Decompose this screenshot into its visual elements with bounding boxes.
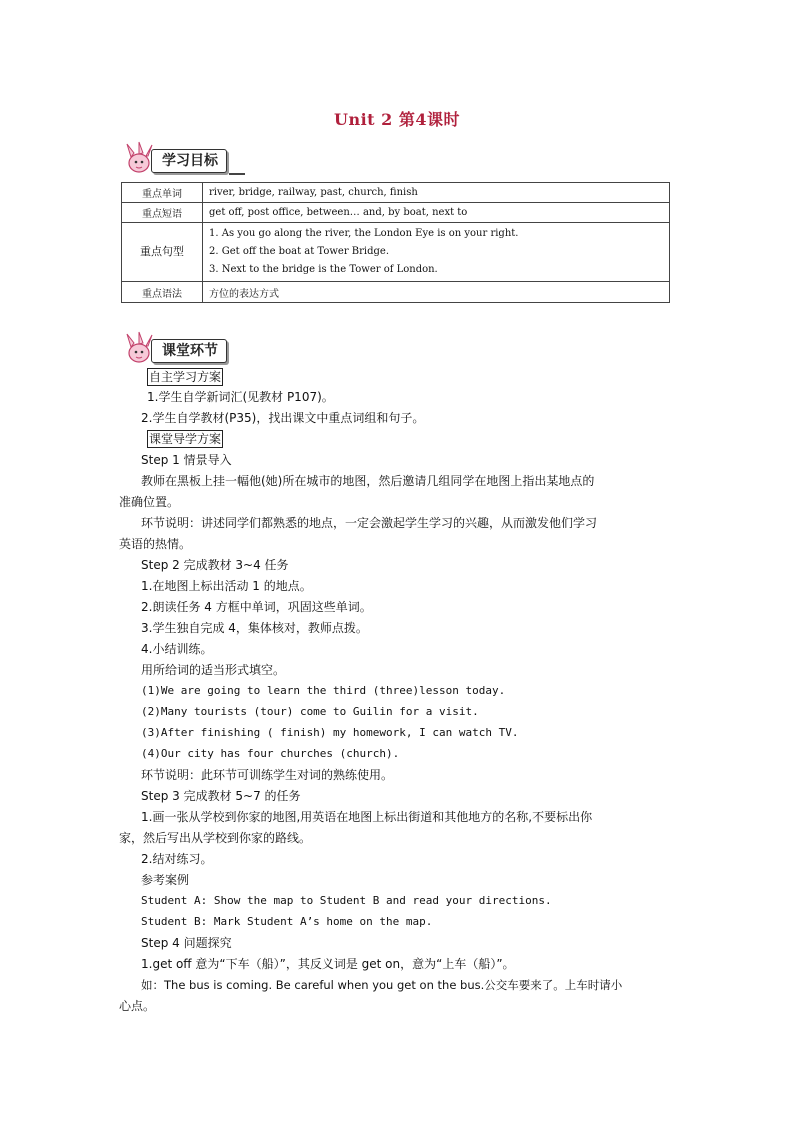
paragraph-line: 教师在黑板上挂一幅他(她)所在城市的地图，然后邀请几组同学在地图上指出某地点的 [141, 474, 595, 488]
paragraph-line: 环节说明：讲述同学们都熟悉的地点，一定会激起学生学习的兴趣，从而激发他们学习 [141, 516, 598, 530]
paragraph-line: 用所给词的适当形式填空。 [141, 663, 286, 677]
sentence-line: 3. Next to the bridge is the Tower of London. [209, 264, 438, 275]
self-study-item: 1.学生自学新词汇(见教材 P107)。 [147, 390, 334, 404]
goal-key: 重点单词 [122, 183, 203, 203]
page-title: Unit 2 第4课时 [334, 110, 460, 129]
goal-value: get off, post office, between… and, by boat, next to [203, 203, 670, 223]
table-row [122, 203, 670, 223]
badge-underline [229, 173, 245, 175]
list-item: 3.学生独自完成 4，集体核对，教师点拨。 [141, 621, 368, 635]
paragraph-line: 参考案例 [141, 873, 190, 887]
paragraph-line: 准确位置。 [119, 495, 180, 509]
list-item: 1.在地图上标出活动 1 的地点。 [141, 579, 312, 593]
exercise-item: (3)After finishing ( finish) my homework, I can watch TV. [141, 726, 519, 739]
exercise-item: (4)Our city has four churches (church). [141, 747, 400, 760]
goal-key: 重点句型 [122, 223, 203, 282]
goal-key: 重点语法 [122, 282, 203, 303]
class-session-badge [121, 335, 241, 365]
sentence-line: 2. Get off the boat at Tower Bridge. [209, 246, 389, 257]
self-study-item: 2.学生自学教材(P35)，找出课文中重点词组和句子。 [141, 411, 425, 425]
step-heading: Step 1 情景导入 [141, 453, 232, 467]
dialogue-line: Student A: Show the map to Student B and read your directions. [141, 894, 552, 907]
list-item: 4.小结训练。 [141, 642, 213, 656]
paragraph-line: 如：The bus is coming. Be careful when you get on the bus.公交车要来了。上车时请小 [141, 978, 623, 992]
self-study-heading: 自主学习方案 [149, 370, 222, 384]
step-heading: Step 2 完成教材 3~4 任务 [141, 558, 289, 572]
class-session-label: 课堂环节 [151, 339, 227, 363]
sentence-line: 1. As you go along the river, the London Eye is on your right. [209, 228, 519, 239]
table-row [122, 282, 670, 303]
table-row [122, 183, 670, 203]
exercise-item: (1)We are going to learn the third (three)lesson today. [141, 684, 506, 697]
paragraph-line: 家，然后写出从学校到你家的路线。 [119, 831, 312, 845]
step-heading: Step 4 问题探究 [141, 936, 232, 950]
goal-value: river, bridge, railway, past, church, finish [203, 183, 670, 203]
goals-table [121, 182, 670, 303]
paragraph-line: 环节说明：此环节可训练学生对词的熟练使用。 [141, 768, 394, 782]
dialogue-line: Student B: Mark Student A’s home on the map. [141, 915, 433, 928]
guide-heading: 课堂导学方案 [149, 432, 222, 446]
paragraph-line: 英语的热情。 [119, 537, 192, 551]
goal-key: 重点短语 [122, 203, 203, 223]
list-item: 2.结对练习。 [141, 852, 213, 866]
paragraph-line: 心点。 [119, 999, 156, 1013]
learning-goals-badge [121, 145, 246, 175]
paragraph-line: 1.画一张从学校到你家的地图,用英语在地图上标出街道和其他地方的名称,不要标出你 [141, 810, 593, 824]
goal-value: 方位的表达方式 [203, 282, 670, 303]
table-row [122, 223, 670, 282]
paragraph-line: 1.get off 意为“下车（船）”，其反义词是 get on，意为“上车（船）”。 [141, 957, 515, 971]
learning-goals-label: 学习目标 [151, 149, 227, 173]
goal-value [203, 223, 670, 282]
list-item: 2.朗读任务 4 方框中单词，巩固这些单词。 [141, 600, 372, 614]
exercise-item: (2)Many tourists (tour) come to Guilin for a visit. [141, 705, 479, 718]
step-heading: Step 3 完成教材 5~7 的任务 [141, 789, 301, 803]
